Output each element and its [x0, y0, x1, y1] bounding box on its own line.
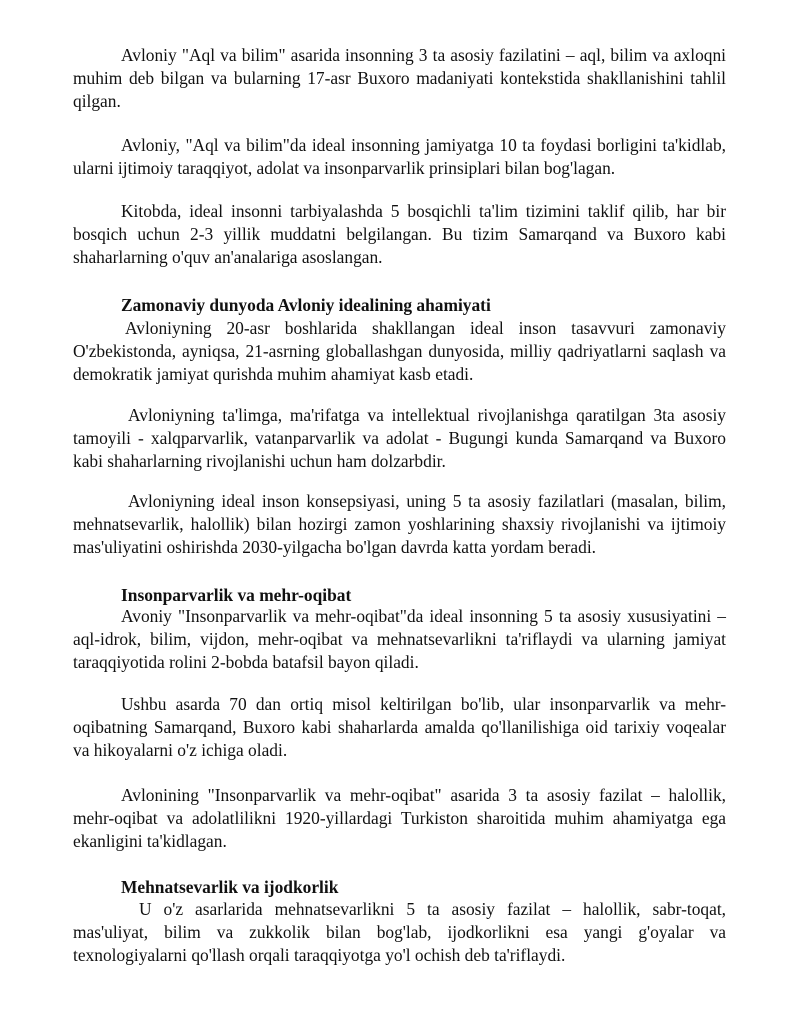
heading-insonparvarlik: Insonparvarlik va mehr-oqibat: [121, 585, 352, 605]
paragraph-asosiy-tamoyillar: Avloniyning ta'limga, ma'rifatga va intellektual rivojlanishga qaratilgan 3ta asosiy tamoyili - xalqparvarlik, vatanparvarlik va adolat - Bugungi kunda Samarqand va Buxoro kabi shaharlarning rivojlanishi uchun ham dolzarbdir.: [73, 405, 726, 472]
heading-mehnatsevarlik: Mehnatsevarlik va ijodkorlik: [121, 877, 339, 897]
paragraph-misollar: Ushbu asarda 70 dan ortiq misol keltirilgan bo'lib, ular insonparvarlik va mehr-oqibatning Samarqand, Buxoro kabi shaharlarda amalda qo'llanilishiga oid tarixiy voqealar va hikoyalarni o'z ichiga oladi.: [73, 694, 726, 761]
paragraph-ideal-inson-foydasi: Avloniy, "Aql va bilim"da ideal insonning jamiyatga 10 ta foydasi borligini ta'kidlab, ularni ijtimoiy taraqqiyot, adolat va insonparvarlik prinsiplari bilan bog'lagan.: [73, 135, 726, 179]
paragraph-talim-tizimi: Kitobda, ideal insonni tarbiyalashda 5 bosqichli ta'lim tizimini taklif qilib, har bir bosqich uchun 2-3 yillik muddatni belgilangan. Bu tizim Samarqand va Buxoro kabi shaharlarning o'quv an'analariga asoslangan.: [73, 201, 726, 268]
paragraph-ideal-inson-konsepsiyasi: Avloniyning ideal inson konsepsiyasi, uning 5 ta asosiy fazilatlari (masalan, bilim, mehnatsevarlik, halollik) bilan hozirgi zamon yoshlarining shaxsiy rivojlanishi va ijtimoiy mas'uliyatini oshirishda 2030-yilgacha bo'lgan davrda katta yordam beradi.: [73, 491, 726, 558]
paragraph-ideal-inson-tasavvuri: Avloniyning 20-asr boshlarida shakllangan ideal inson tasavvuri zamonaviy O'zbekistonda, ayniqsa, 21-asrning globallashgan dunyosida, milliy qadriyatlarni saqlash va demokratik jamiyat qurishda muhim ahamiyat kasb etadi.: [73, 318, 726, 385]
paragraph-insonparvarlik-xususiyatlar: Avoniy "Insonparvarlik va mehr-oqibat"da ideal insonning 5 ta asosiy xususiyatini – aql-idrok, bilim, vijdon, mehr-oqibat va mehnatsevarlikni ta'riflaydi va ularning jamiyat taraqqiyotida rolini 2-bobda batafsil bayon qiladi.: [73, 606, 726, 673]
paragraph-aql-va-bilim-fazilatlar: Avloniy "Aql va bilim" asarida insonning 3 ta asosiy fazilatini – aql, bilim va axloqni muhim deb bilgan va bularning 17-asr Buxoro madaniyati kontekstida shakllanishini tahlil qilgan.: [73, 45, 726, 112]
paragraph-mehnatsevarlik-ijodkorlik: U o'z asarlarida mehnatsevarlikni 5 ta asosiy fazilat – halollik, sabr-toqat, mas'uliyat, bilim va zukkolik bilan bog'lab, ijodkorlikni esa yangi g'oyalar va texnologiyalarni qo'llash orqali taraqqiyotga yo'l ochish deb ta'riflaydi.: [73, 899, 726, 966]
paragraph-asosiy-fazilatlar: Avlonining "Insonparvarlik va mehr-oqibat" asarida 3 ta asosiy fazilat – halollik, mehr-oqibat va adolatlilikni 1920-yillardagi Turkiston sharoitida muhim ahamiyatga ega ekanligini ta'kidlagan.: [73, 785, 726, 852]
heading-zamonaviy-dunyoda: Zamonaviy dunyoda Avloniy idealining ahamiyati: [121, 295, 491, 315]
